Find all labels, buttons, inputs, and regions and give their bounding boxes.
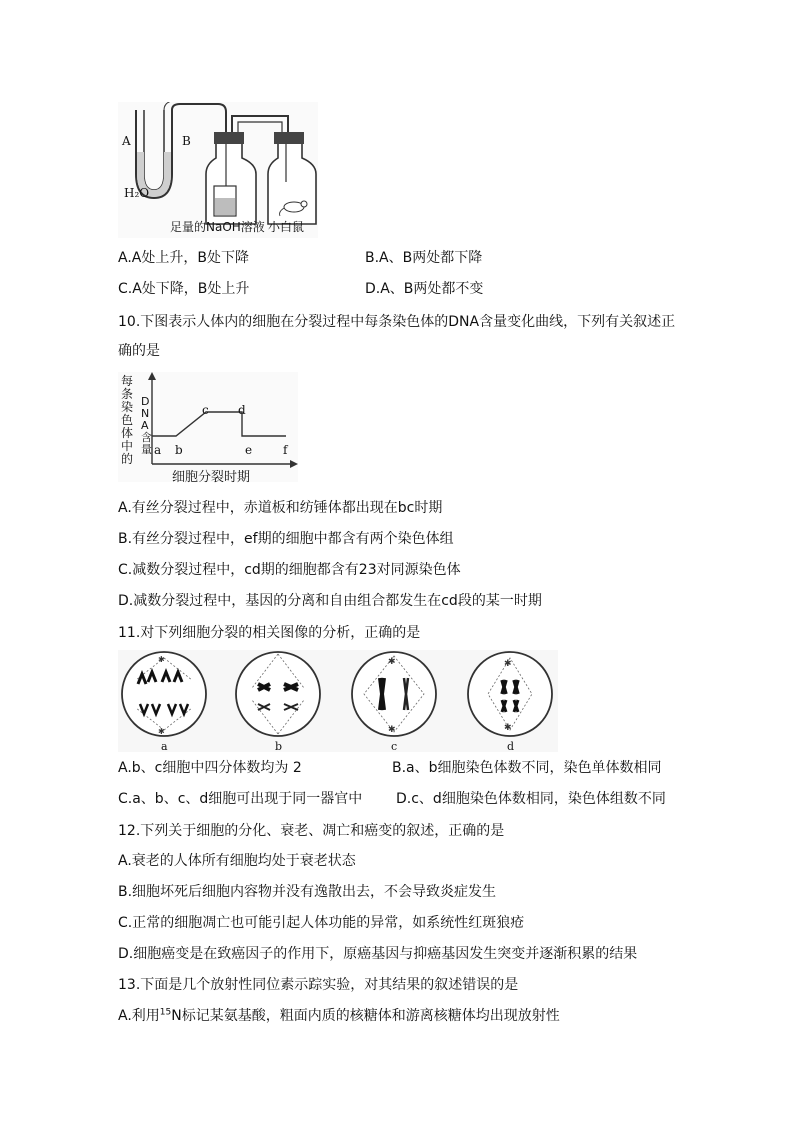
q13-option-a-prefix: A.利用 xyxy=(118,1008,160,1024)
svg-text:✱: ✱ xyxy=(388,725,396,735)
q13-option-a-rest: N标记某氨基酸，粗面内质的核糖体和游离核糖体均出现放射性 xyxy=(171,1008,560,1024)
cell-label-c: c xyxy=(391,740,398,753)
point-f: f xyxy=(283,443,288,457)
svg-text:✱: ✱ xyxy=(158,727,165,736)
svg-text:✱: ✱ xyxy=(158,655,165,664)
q11-option-b: B.a、b细胞染色体数不同，染色单体数相同 xyxy=(392,760,662,776)
graph-x-label: 细胞分裂时期 xyxy=(172,470,251,485)
q10-stem-line1: 10.下图表示人体内的细胞在分裂过程中每条染色体的DNA含量变化曲线，下列有关叙述正 xyxy=(118,314,676,330)
q11-option-a: A.b、c细胞中四分体数均为 2 xyxy=(118,760,302,776)
label-a: A xyxy=(122,134,131,148)
q13-option-a-sup: 15 xyxy=(159,1007,172,1018)
cell-division-figures xyxy=(118,650,558,752)
q11-option-d: D.c、d细胞染色体数相同，染色体组数不同 xyxy=(396,791,666,807)
graph-y-label-dna: DNA含量 xyxy=(141,395,152,456)
q10-option-d: D.减数分裂过程中，基因的分离和自由组合都发生在cd段的某一时期 xyxy=(118,593,542,609)
point-d: d xyxy=(238,403,246,417)
label-b: B xyxy=(182,134,191,148)
q12-stem: 12.下列关于细胞的分化、衰老、凋亡和癌变的叙述，正确的是 xyxy=(118,823,505,839)
q10-option-c: C.减数分裂过程中，cd期的细胞都含有23对同源染色体 xyxy=(118,562,461,578)
q12-option-b: B.细胞坏死后细胞内容物并没有逸散出去，不会导致炎症发生 xyxy=(118,884,497,900)
q12-option-c: C.正常的细胞凋亡也可能引起人体功能的异常，如系统性红斑狼疮 xyxy=(118,915,525,931)
label-mouse: 小白鼠 xyxy=(268,220,305,234)
q9-option-d: D.A、B两处都不变 xyxy=(365,281,484,297)
svg-text:✱: ✱ xyxy=(504,723,512,733)
q13-option-a xyxy=(118,1007,560,1025)
point-e: e xyxy=(245,443,253,457)
cell-label-b: b xyxy=(275,740,283,753)
q11-stem: 11.对下列细胞分裂的相关图像的分析，正确的是 xyxy=(118,625,421,641)
point-c: c xyxy=(202,403,209,417)
q12-option-d: D.细胞癌变是在致癌因子的作用下，原癌基因与抑癌基因发生突变并逐渐积累的结果 xyxy=(118,946,638,962)
q10-option-a: A.有丝分裂过程中，赤道板和纺锤体都出现在bc时期 xyxy=(118,500,443,516)
q13-stem: 13.下面是几个放射性同位素示踪实验，对其结果的叙述错误的是 xyxy=(118,977,519,993)
point-b: b xyxy=(175,443,183,457)
q10-stem-line2: 确的是 xyxy=(118,343,160,359)
svg-text:✱: ✱ xyxy=(504,659,512,669)
q10-option-b: B.有丝分裂过程中，ef期的细胞中都含有两个染色体组 xyxy=(118,531,454,547)
q9-option-a: A.A处上升，B处下降 xyxy=(118,250,249,266)
q9-option-c: C.A处下降，B处上升 xyxy=(118,281,250,297)
q9-option-b: B.A、B两处都下降 xyxy=(365,250,483,266)
svg-text:✱: ✱ xyxy=(388,657,396,667)
cell-label-a: a xyxy=(161,740,168,753)
q12-option-a: A.衰老的人体所有细胞均处于衰老状态 xyxy=(118,853,356,869)
graph-y-label: 每条染色体中的 xyxy=(121,374,134,466)
label-naoh: 足量的NaOH溶液 xyxy=(170,220,265,234)
label-h2o: H₂O xyxy=(124,186,150,200)
point-a: a xyxy=(154,443,162,457)
q11-option-c: C.a、b、c、d细胞可出现于同一器官中 xyxy=(118,791,363,807)
cell-label-d: d xyxy=(507,740,515,753)
